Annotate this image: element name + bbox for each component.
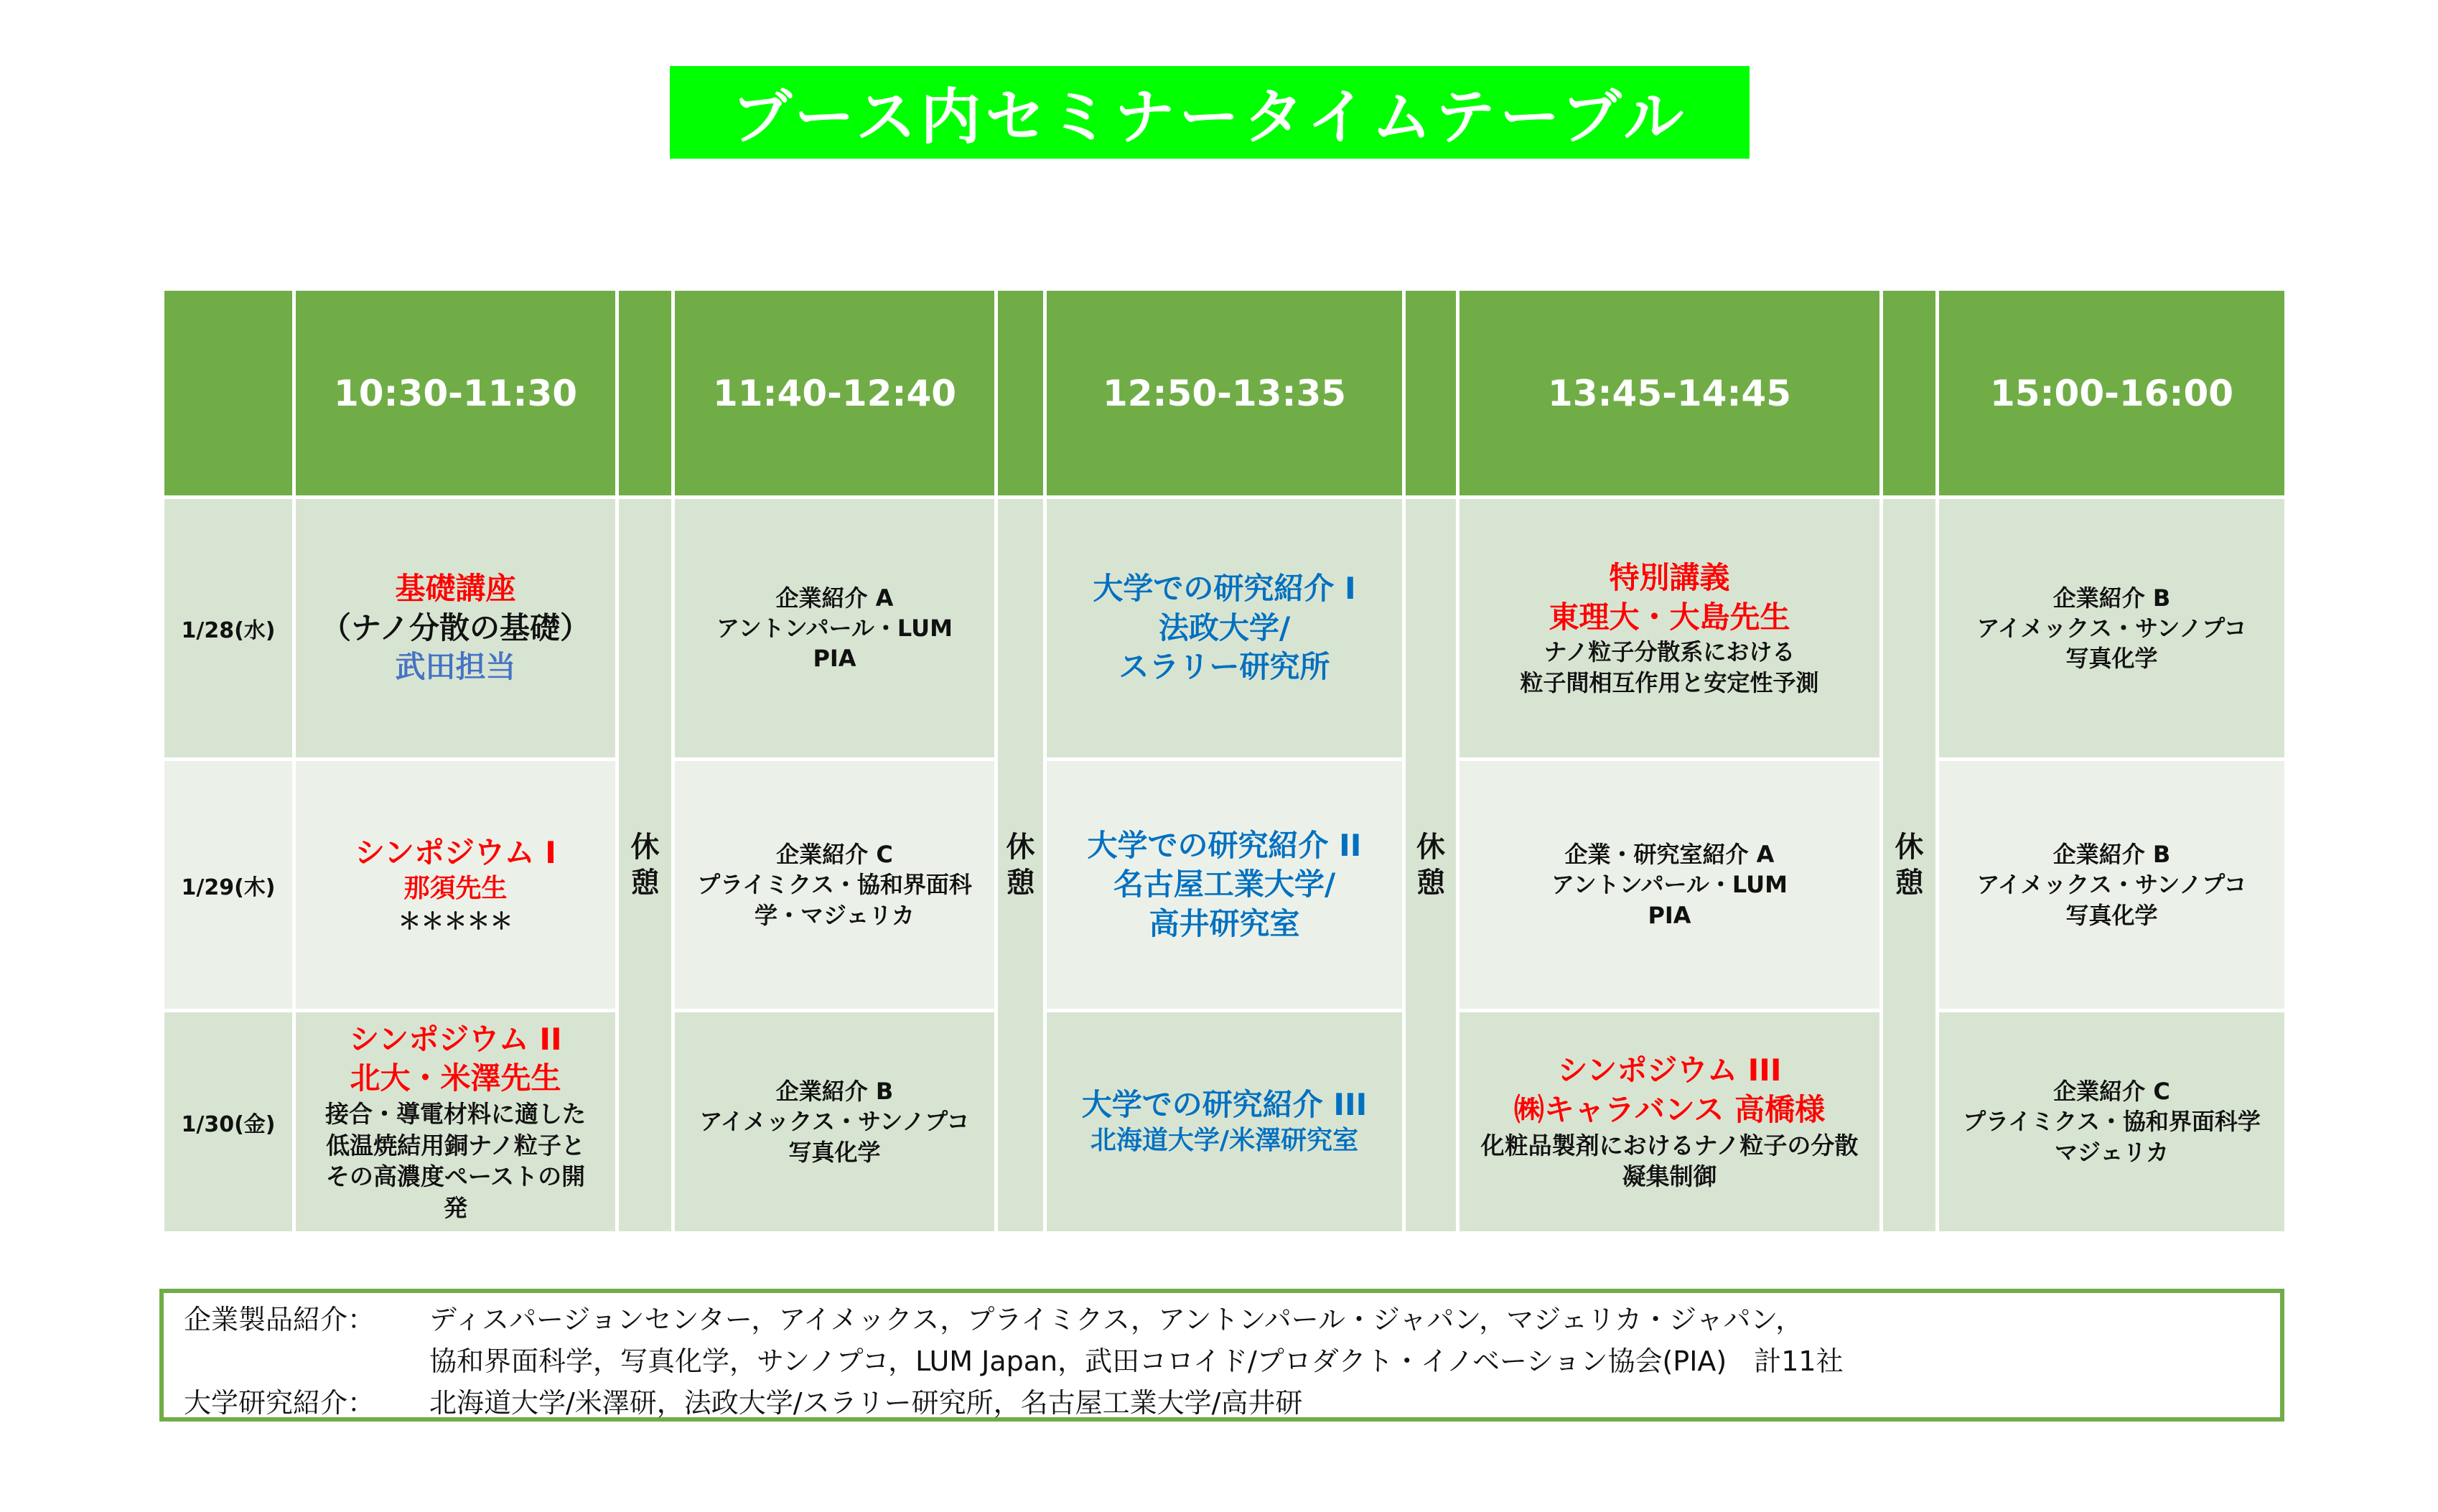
session-title: 特別講義	[1609, 560, 1730, 596]
slot-header-4: 13:45-14:45	[1458, 289, 1882, 498]
session-title: 大学での研究紹介 II	[1087, 827, 1362, 863]
session-company: アイメックス・サンノプコ	[1976, 871, 2247, 899]
table-row	[163, 1011, 2287, 1233]
university-list: 北海道大学/米澤研，法政大学/スラリー研究所，名古屋工業大学/高井研	[429, 1387, 1303, 1419]
session-university: 名古屋工業大学/	[1113, 867, 1336, 902]
session-university: 法政大学/	[1158, 610, 1291, 645]
session-company: マジェリカ	[2054, 1138, 2170, 1166]
break-cell	[617, 498, 673, 1233]
session-company: 写真化学	[2065, 901, 2158, 929]
session-topic: 凝集制御	[1622, 1162, 1717, 1191]
break-cell	[1882, 498, 1938, 1233]
university-line	[184, 1382, 2260, 1424]
slot-header-3: 12:50-13:35	[1045, 289, 1404, 498]
session-university: 北海道大学/米澤研究室	[1090, 1126, 1359, 1156]
session-company: アントンパール・LUM	[716, 614, 953, 642]
session-title: 企業・研究室紹介 A	[1564, 841, 1775, 869]
session-title: シンポジウム II	[349, 1021, 562, 1057]
break-cell	[1404, 498, 1458, 1233]
session-cell	[673, 1011, 996, 1233]
session-title: 基礎講座	[395, 571, 516, 607]
university-label: 大学研究紹介：	[184, 1387, 375, 1419]
session-cell	[294, 1011, 617, 1233]
session-cell	[1458, 760, 1882, 1011]
session-title: 大学での研究紹介 I	[1093, 571, 1356, 607]
break-header-2	[996, 289, 1045, 498]
session-cell	[1938, 498, 2287, 760]
session-title: 企業紹介 C	[2053, 1078, 2170, 1106]
company-label: 企業製品紹介：	[184, 1304, 375, 1335]
company-list-1: ディスパージョンセンター，アイメックス，プライミクス，アントンパール・ジャパン，マジェリカ・ジャパン，	[429, 1304, 1803, 1335]
session-cell	[673, 498, 996, 760]
date-cell: 1/29(木)	[163, 760, 294, 1011]
header-row	[163, 289, 2287, 498]
session-topic: 低温焼結用銅ナノ粒子と	[326, 1131, 585, 1159]
participants-note	[159, 1289, 2284, 1422]
break-label-1: 休	[1006, 831, 1035, 864]
session-topic: ナノ粒子分散系における	[1543, 638, 1795, 666]
session-topic: その高濃度ペーストの開	[325, 1162, 586, 1191]
session-topic: 接合・導電材料に適した	[325, 1100, 586, 1128]
break-label-2: 憩	[1006, 867, 1035, 900]
session-title: 企業紹介 C	[776, 841, 893, 869]
session-title: シンポジウム I	[355, 834, 556, 870]
session-company: アントンパール・LUM	[1551, 871, 1788, 899]
table-row	[163, 760, 2287, 1011]
break-cell	[996, 498, 1045, 1233]
session-subtitle: （ナノ分散の基礎）	[320, 610, 591, 645]
session-topic: 発	[444, 1193, 467, 1222]
session-topic: 粒子間相互作用と安定性予測	[1520, 668, 1819, 696]
date-cell: 1/30(金)	[163, 1011, 294, 1233]
session-topic: ＊＊＊＊＊	[398, 907, 513, 935]
session-company: アイメックス・サンノプコ	[699, 1108, 970, 1136]
session-cell	[1458, 498, 1882, 760]
session-cell	[1045, 498, 1404, 760]
break-header-4	[1882, 289, 1938, 498]
session-cell	[1045, 760, 1404, 1011]
break-label-1: 休	[1895, 831, 1924, 864]
session-company: 写真化学	[2065, 645, 2158, 673]
session-company: 学・マジェリカ	[754, 901, 915, 929]
company-list-2: 協和界面科学，写真化学，サンノプコ，LUM Japan，武田コロイド/プロダクト・イノベーション協会(PIA) 計11社	[429, 1345, 1844, 1377]
session-cell	[673, 760, 996, 1011]
session-title: シンポジウム III	[1557, 1053, 1782, 1088]
break-header-3	[1404, 289, 1458, 498]
slot-header-1: 10:30-11:30	[294, 289, 617, 498]
session-cell	[1045, 1011, 1404, 1233]
session-title: 企業紹介 A	[775, 584, 894, 612]
session-title: 企業紹介 B	[2052, 584, 2171, 612]
slot-header-2: 11:40-12:40	[673, 289, 996, 498]
company-line-2	[184, 1340, 2260, 1382]
break-label-2: 憩	[1416, 867, 1445, 900]
session-cell	[294, 498, 617, 760]
session-title: 企業紹介 B	[775, 1078, 894, 1106]
session-company: プライミクス・協和界面科	[697, 871, 972, 899]
session-title: 大学での研究紹介 III	[1081, 1086, 1368, 1122]
break-label-1: 休	[1416, 831, 1445, 864]
session-cell	[1458, 1011, 1882, 1233]
session-company: PIA	[813, 645, 856, 673]
timetable	[161, 287, 2288, 1235]
session-company: プライミクス・協和界面科学	[1963, 1108, 2261, 1136]
date-cell: 1/28(水)	[163, 498, 294, 760]
company-line-1	[184, 1299, 2260, 1340]
session-presenter: ㈱キャラバンス 高橋様	[1513, 1091, 1826, 1127]
session-presenter: 北大・米澤先生	[350, 1060, 561, 1096]
session-lab: 高井研究室	[1149, 905, 1300, 941]
slot-header-5: 15:00-16:00	[1938, 289, 2287, 498]
session-presenter: 武田担当	[395, 649, 516, 685]
session-lab: スラリー研究所	[1118, 649, 1330, 685]
break-label-1: 休	[630, 831, 660, 864]
break-label-2: 憩	[1895, 867, 1924, 900]
session-cell	[1938, 760, 2287, 1011]
session-presenter: 東理大・大島先生	[1549, 599, 1790, 635]
header-corner	[163, 289, 294, 498]
page-title: ブース内セミナータイムテーブル	[670, 66, 1750, 159]
session-cell	[294, 760, 617, 1011]
session-title: 企業紹介 B	[2052, 841, 2171, 869]
break-label-2: 憩	[630, 867, 660, 900]
table-row	[163, 498, 2287, 760]
session-topic: 化粧品製剤におけるナノ粒子の分散	[1480, 1131, 1859, 1159]
session-company: アイメックス・サンノプコ	[1976, 614, 2247, 642]
break-header-1	[617, 289, 673, 498]
session-company: 写真化学	[788, 1138, 881, 1166]
session-company: PIA	[1648, 901, 1691, 929]
session-presenter: 那須先生	[403, 874, 508, 904]
session-cell	[1938, 1011, 2287, 1233]
